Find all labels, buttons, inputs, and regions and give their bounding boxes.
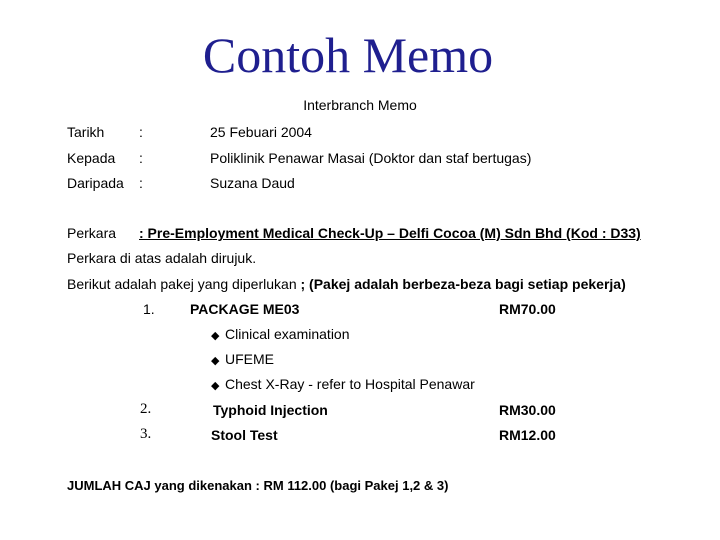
- diamond-bullet-icon: ◆: [211, 355, 220, 367]
- package-2-number: 2.: [140, 401, 152, 417]
- memo-subtitle: Interbranch Memo: [303, 97, 417, 113]
- package-1-name: PACKAGE ME03: [190, 301, 300, 317]
- total-charge: JUMLAH CAJ yang dikenakan : RM 112.00 (bagi Pakej 1,2 & 3): [67, 478, 449, 493]
- field-separator: :: [139, 124, 143, 140]
- subject-label: Perkara: [67, 225, 117, 241]
- field-value-kepada: Poliklinik Penawar Masai (Doktor dan staf bertugas): [210, 150, 532, 166]
- diamond-bullet-icon: ◆: [211, 380, 220, 392]
- package-1-item-text: Clinical examination: [225, 326, 350, 342]
- package-3-name: Stool Test: [211, 427, 278, 443]
- body-line-2-note: ; (Pakej adalah berbeza-beza bagi setiap pekerja): [300, 276, 626, 292]
- package-1-item: [211, 326, 350, 342]
- package-2-price: RM30.00: [499, 402, 556, 418]
- subject-text: : Pre-Employment Medical Check-Up – Delfi Cocoa (M) Sdn Bhd (Kod : D33): [139, 225, 641, 241]
- package-1-item-text: UFEME: [225, 351, 274, 367]
- field-separator: :: [139, 150, 143, 166]
- package-1-item: [211, 376, 475, 392]
- field-value-tarikh: 25 Febuari 2004: [210, 124, 312, 140]
- field-label-daripada: Daripada: [67, 175, 124, 191]
- field-label-tarikh: Tarikh: [67, 124, 105, 140]
- body-line-1: Perkara di atas adalah dirujuk.: [67, 250, 257, 266]
- package-1-item: [211, 351, 274, 367]
- field-value-daripada: Suzana Daud: [210, 175, 295, 191]
- package-1-number: 1.: [143, 301, 155, 317]
- diamond-bullet-icon: ◆: [211, 330, 220, 342]
- body-line-2: [67, 276, 626, 292]
- package-1-item-text: Chest X-Ray - refer to Hospital Penawar: [225, 376, 475, 392]
- package-2-name: Typhoid Injection: [213, 402, 328, 418]
- package-1-price: RM70.00: [499, 301, 556, 317]
- memo-title: Contoh Memo: [202, 27, 494, 83]
- package-3-price: RM12.00: [499, 427, 556, 443]
- body-line-2-text: Berikut adalah pakej yang diperlukan: [67, 276, 301, 292]
- package-3-number: 3.: [140, 426, 152, 442]
- field-separator: :: [139, 175, 143, 191]
- field-label-kepada: Kepada: [67, 150, 116, 166]
